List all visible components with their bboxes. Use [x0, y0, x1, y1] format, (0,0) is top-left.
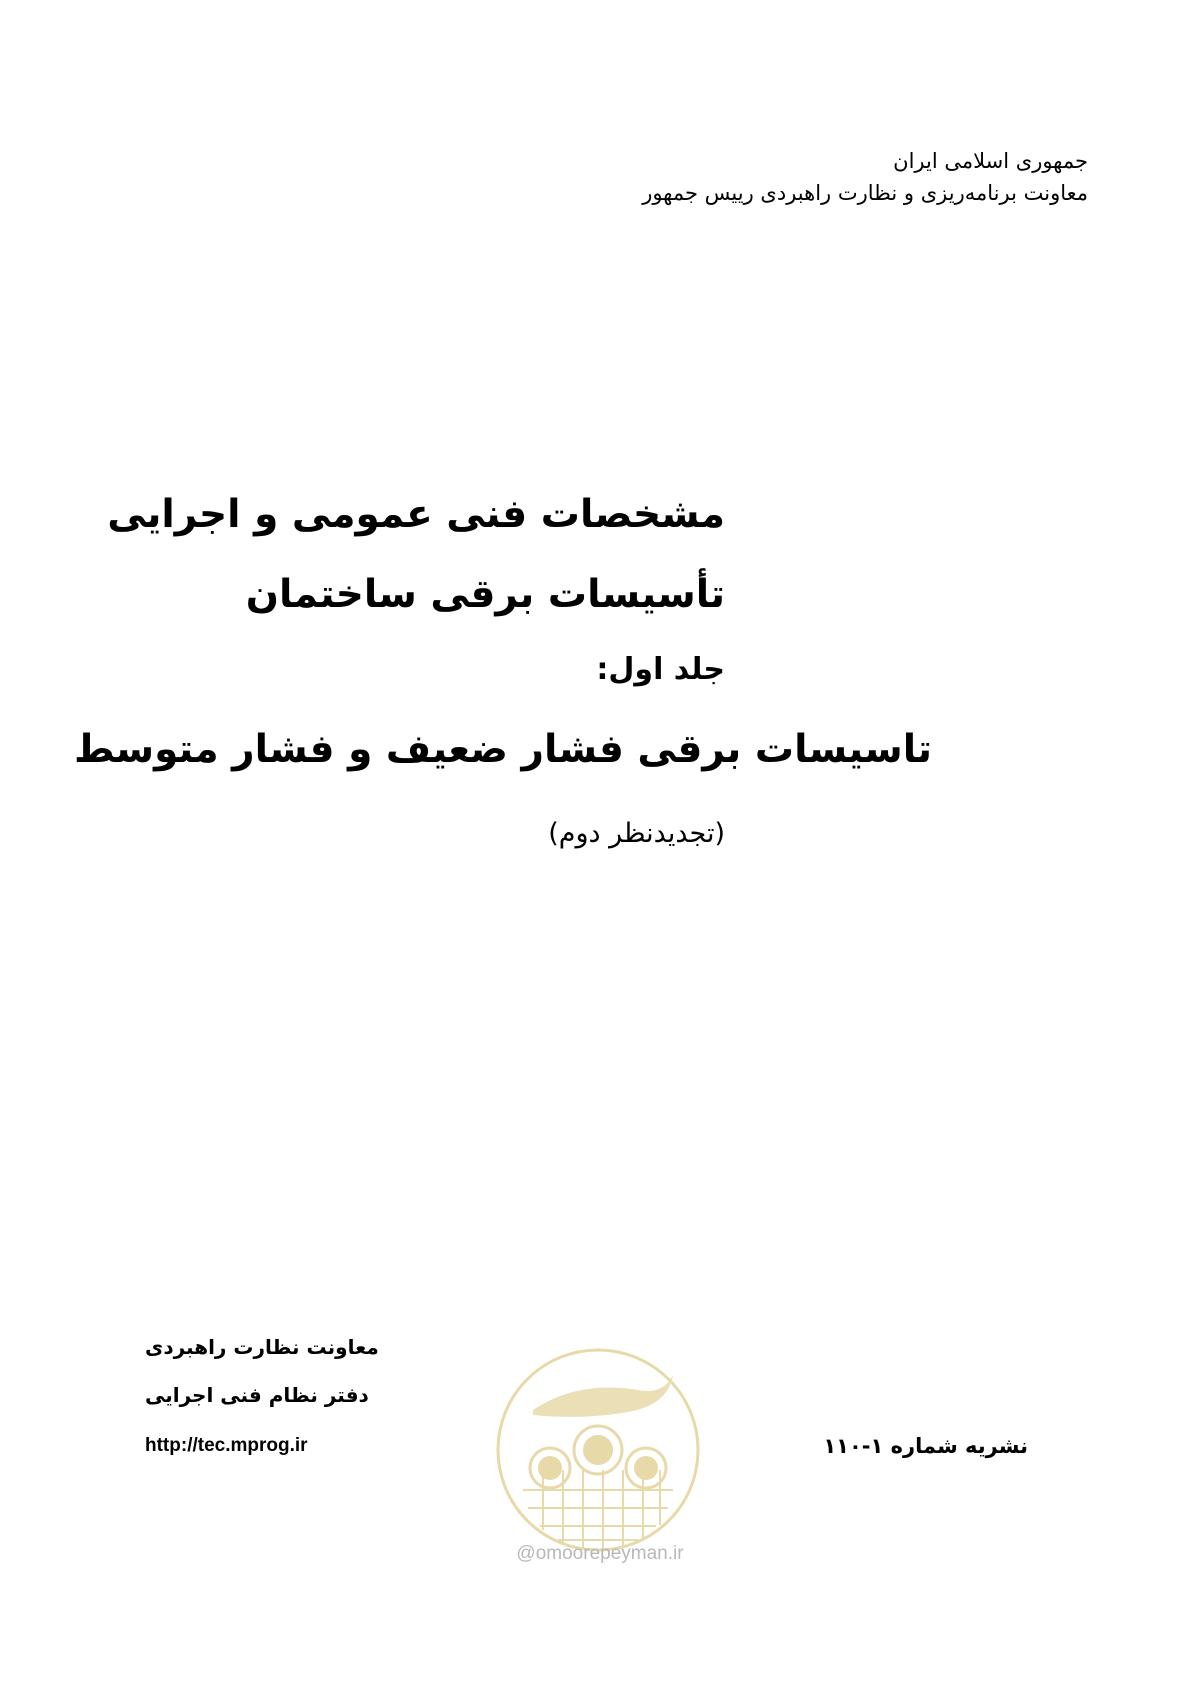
- watermark-caption: @omoorepeyman.ir: [516, 1543, 684, 1564]
- publication-number: نشریه شماره ۱-۱۱۰: [823, 1434, 1028, 1458]
- website-link[interactable]: http://tec.mprog.ir: [145, 1435, 308, 1456]
- org-line-1: معاونت نظارت راهبردی: [145, 1335, 379, 1359]
- org-line-2: دفتر نظام فنی اجرایی: [145, 1383, 369, 1407]
- revision-label: (تجدیدنظر دوم): [548, 818, 725, 849]
- volume-label: جلد اول:: [596, 652, 725, 687]
- header: [642, 145, 1088, 209]
- main-title: مشخصات فنی عمومی و اجرایی: [107, 492, 725, 537]
- volume-subtitle: تاسیسات برقی فشار ضعیف و فشار متوسط: [73, 727, 932, 772]
- header-country: جمهوری اسلامی ایران: [893, 149, 1088, 173]
- main-title-line2: تأسیسات برقی ساختمان: [245, 572, 725, 617]
- watermark-seal-logo: [488, 1340, 708, 1560]
- header-department: معاونت برنامه‌ریزی و نظارت راهبردی رییس جمهور: [642, 181, 1088, 205]
